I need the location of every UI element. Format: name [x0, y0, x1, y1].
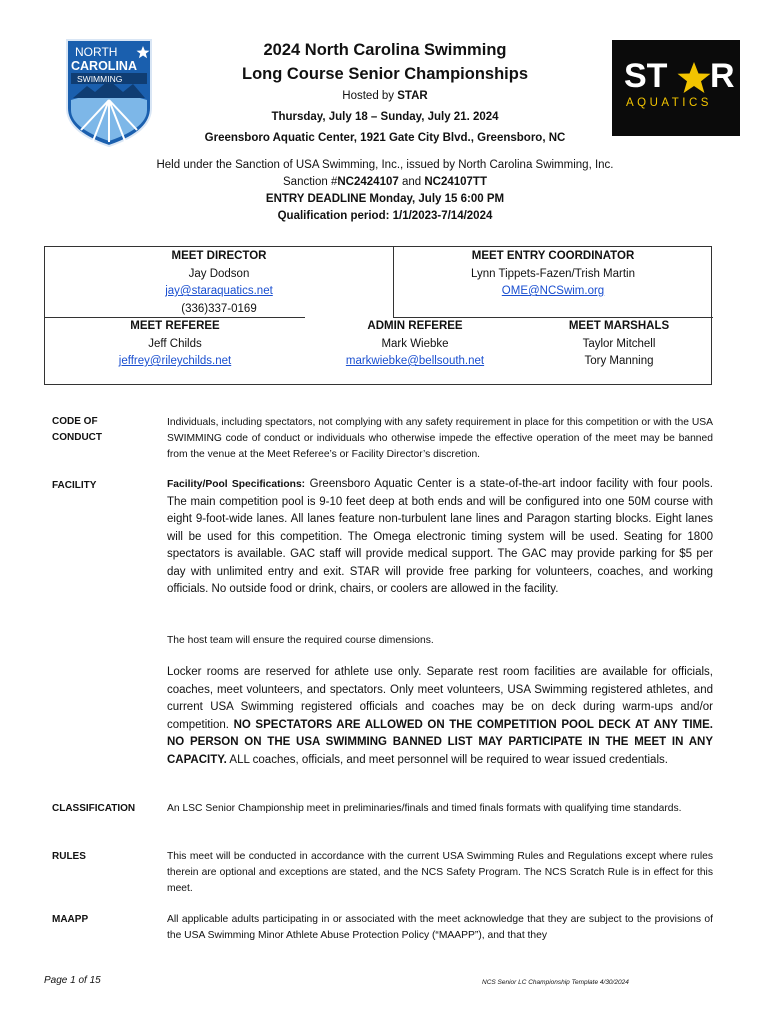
facility-spec-heading: Facility/Pool Specifications:: [167, 479, 306, 490]
facility-specs: Facility/Pool Specifications: Greensboro Aquatic Center is a state-of-the-art indoor facility with four pools. The main competition pool is 9-10 feet deep at both ends and will be configured into one 50M course with eight 9-foot-wide lanes. All lanes feature non-turbulent lane lines and Paragon starting blocks. Eight lanes will be used for this competition. The Omega electronic timing system will be used. Seating for 1800 spectators is available. GAC staff will provide medical support. The GAC may provide parking for $5 per day with unlimited entry and exit. STAR will provide free parking for volunteers, coaches, and working officials. No outside food or drink, chairs, or coolers are allowed in the facility.: [167, 478, 713, 595]
meet-director-role: MEET DIRECTOR: [171, 250, 267, 262]
star-logo-r: R: [710, 57, 735, 95]
star-logo-st: ST: [624, 57, 668, 95]
deck-restriction-notice: NO SPECTATORS ARE ALLOWED ON THE COMPETITION POOL DECK AT ANY TIME. NO PERSON ON THE USA SWIMMING BANNED LIST MAY PARTICIPATE IN THE MEET IN ANY CAPACITY.: [167, 718, 713, 766]
template-version: NCS Senior LC Championship Template 4/30/2024: [482, 979, 629, 986]
meet-referee-role: MEET REFEREE: [130, 320, 220, 332]
meet-marshals-block: [525, 318, 713, 371]
meet-venue: Greensboro Aquatic Center, 1921 Gate City Blvd., Greensboro, NC: [204, 132, 566, 144]
nc-logo-line2: CAROLINA: [71, 59, 137, 73]
facility-course-note: The host team will ensure the required course dimensions.: [167, 635, 434, 646]
page-number: Page 1 of 15: [44, 975, 101, 986]
admin-referee-block: [305, 318, 525, 371]
nc-logo-line3: SWIMMING: [77, 74, 123, 84]
code-of-conduct-text: Individuals, including spectators, not complying with any safety requirement in place for this competition or with the USA SWIMMING code of conduct or individuals who otherwise impede the effective operation of the meet may be banned from the venue at the Meet Referee’s or Facility Director’s discretion.: [167, 417, 713, 460]
meet-header: [170, 38, 600, 149]
sanction-info: [80, 157, 690, 225]
meet-director-block: [45, 248, 393, 318]
meet-referee-block: [45, 318, 305, 371]
star-aquatics-logo: [612, 40, 740, 136]
entry-coordinator-role: MEET ENTRY COORDINATOR: [471, 250, 635, 262]
meet-director-name: Jay Dodson: [188, 267, 250, 280]
rules-text: This meet will be conducted in accordance with the current USA Swimming Rules and Regulations except where rules therein are optional and exceptions are stated, and the NCS Safety Program. The NCS Scratch Rule is in effect for this meet.: [167, 851, 713, 894]
host-name: STAR: [397, 90, 428, 102]
meet-marshal-2: Tory Manning: [584, 355, 654, 367]
facility-label: FACILITY: [52, 480, 97, 491]
classification-label: CLASSIFICATION: [52, 803, 136, 814]
meet-marshal-1: Taylor Mitchell: [582, 337, 656, 350]
hosted-by: Hosted by STAR: [342, 90, 428, 102]
contacts-table: [44, 246, 712, 385]
meet-director-email[interactable]: jay@staraquatics.net: [165, 285, 273, 297]
code-of-conduct-label: CODE OF CONDUCT: [52, 416, 102, 443]
entry-coordinator-name: Lynn Tippets-Fazen/Trish Martin: [470, 267, 636, 280]
admin-referee-name: Mark Wiebke: [381, 337, 449, 350]
meet-title-line2: Long Course Senior Championships: [241, 65, 529, 83]
nc-swimming-logo: [63, 38, 155, 148]
entry-deadline: ENTRY DEADLINE Monday, July 15 6:00 PM: [265, 193, 505, 205]
entry-coordinator-email[interactable]: OME@NCSwim.org: [501, 285, 605, 297]
meet-referee-email[interactable]: jeffrey@rileychilds.net: [118, 355, 232, 367]
entry-coordinator-block: [393, 248, 713, 301]
meet-title-line1: 2024 North Carolina Swimming: [263, 41, 507, 59]
meet-dates: Thursday, July 18 – Sunday, July 21. 2024: [271, 111, 499, 123]
admin-referee-role: ADMIN REFEREE: [367, 320, 463, 332]
meet-director-phone: (336)337-0169: [181, 302, 257, 315]
maapp-label: MAAPP: [52, 914, 89, 925]
sanction-statement: Held under the Sanction of USA Swimming, Inc., issued by North Carolina Swimming, Inc.: [156, 159, 614, 171]
classification-text: An LSC Senior Championship meet in preliminaries/finals and timed finals formats with qualifying time standards.: [167, 803, 682, 814]
qualification-period: Qualification period: 1/1/2023-7/14/2024: [277, 210, 493, 222]
nc-logo-line1: NORTH: [75, 45, 118, 59]
sanction-numbers: Sanction #NC2424107 and NC24107TT: [283, 176, 487, 188]
meet-referee-name: Jeff Childs: [148, 337, 202, 350]
rules-label: RULES: [52, 851, 86, 862]
star-logo-aquatics: AQUATICS: [626, 97, 712, 109]
maapp-text: All applicable adults participating in or associated with the meet acknowledge that they are subject to the provisions of the USA Swimming Minor Athlete Abuse Protection Policy (“MAAPP”), and that they: [167, 914, 713, 941]
locker-room-policy: Locker rooms are reserved for athlete use only. Separate rest room facilities are available for officials, coaches, meet volunteers, and spectators. Only meet volunteers, USA Swimming registered athletes, and current USA Swimming registered officials and coaches may be on deck during warm-ups and/or competition. NO SPECTATORS ARE ALLOWED ON THE COMPETITION POOL DECK AT ANY TIME. NO PERSON ON THE USA SWIMMING BANNED LIST MAY PARTICIPATE IN THE MEET IN ANY CAPACITY. ALL coaches, officials, and meet personnel will be required to wear issued credentials.: [167, 666, 713, 766]
admin-referee-email[interactable]: markwiebke@bellsouth.net: [345, 355, 485, 367]
meet-marshals-role: MEET MARSHALS: [568, 320, 670, 332]
